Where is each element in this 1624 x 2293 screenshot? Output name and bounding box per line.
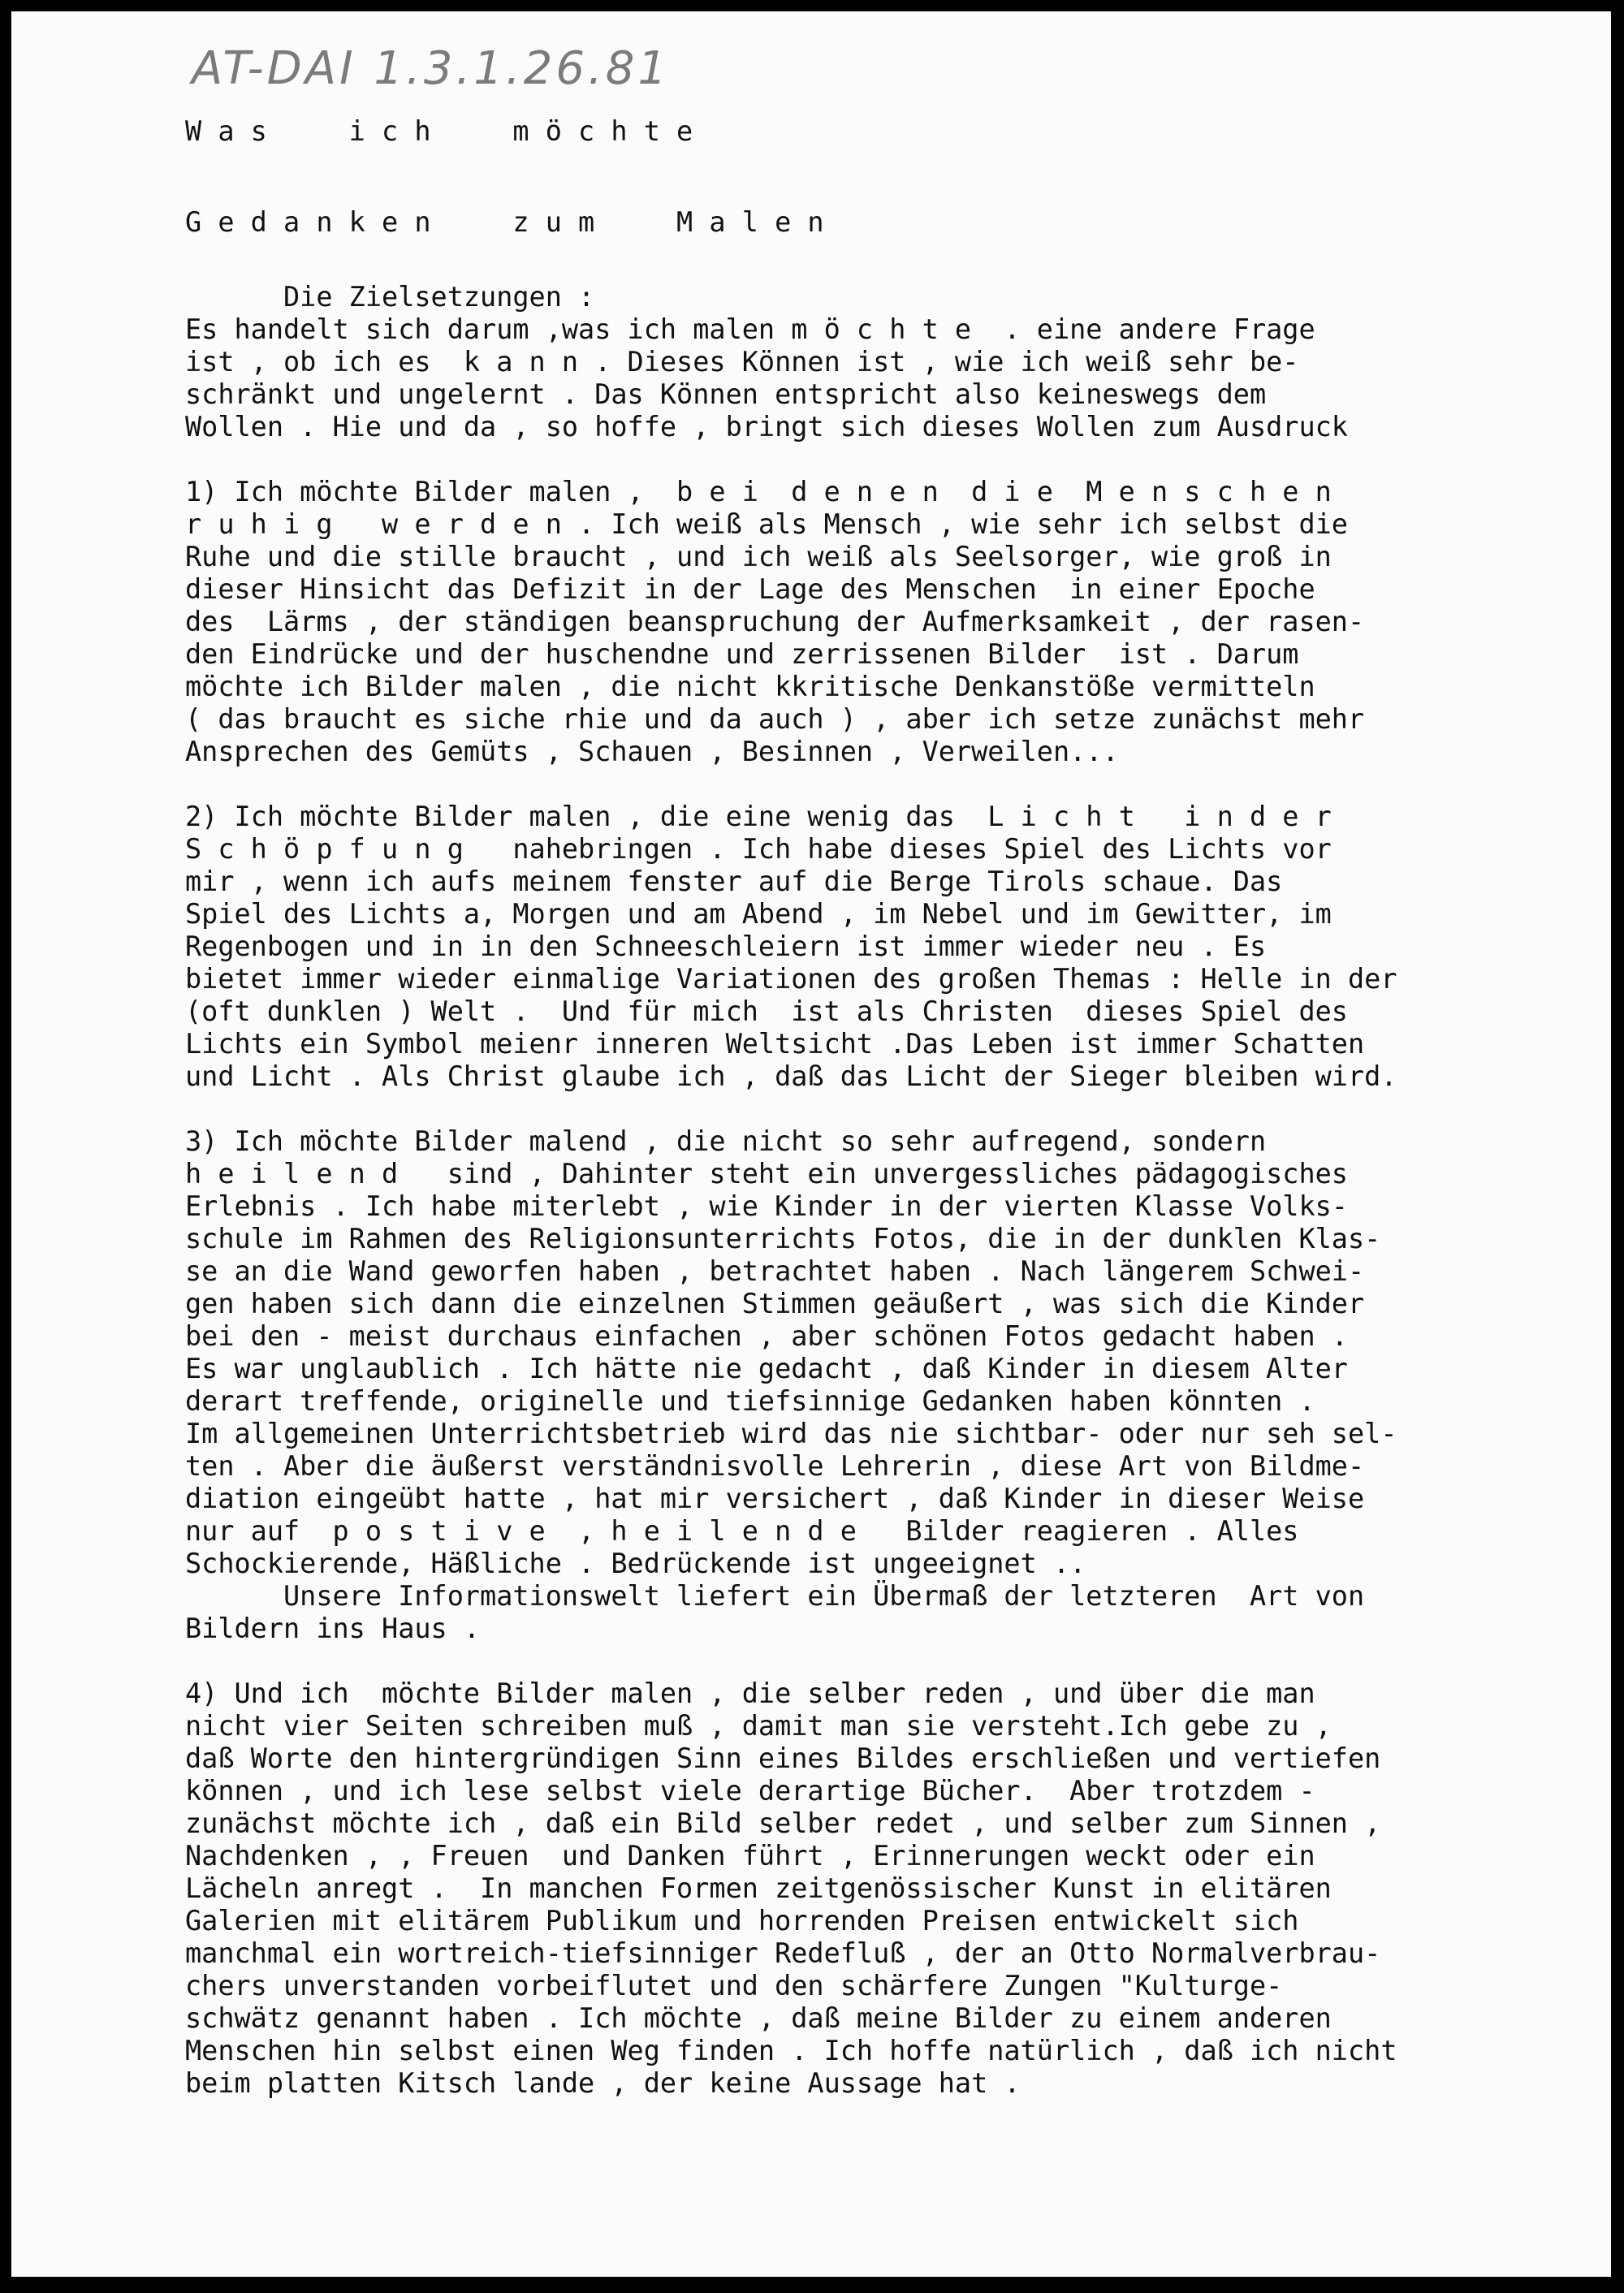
archive-signature-mark: AT-DAI 1.3.1.26.81 (192, 42, 671, 95)
document-title: W a s i c h m ö c h t e (185, 115, 693, 147)
document-subtitle: G e d a n k e n z u m M a l e n (185, 206, 824, 238)
section-3-paragraph: 3) Ich möchte Bilder malend , die nicht so sehr aufregend, sondern h e i l e n d sind , Dahinter steht ein unvergessliches pädagogisches Erlebnis . Ich habe miterlebt , wie Kinder in der vierten Klasse Volks- schule im Rahmen des Religionsunterrichts Fotos, die in der dunklen Klas- se an die Wand geworfen haben , betrachtet haben . Nach längerem Schwei- gen haben sich dann die einzelnen Stimmen geäußert , was sich die Kinder bei den - meist durchaus einfachen , aber schönen Fotos gedacht haben . Es war unglaublich . Ich hätte nie gedacht , daß Kinder in diesem Alter derart treffende, originelle und tiefsinnige Gedanken haben könnten . Im allgemeinen Unterrichtsbetrieb wird das nie sichtbar- oder nur seh sel- ten . Aber die äußerst verständnisvolle Lehrerin , diese Art von Bildme- diation eingeübt hatte , hat mir versichert , daß Kinder in dieser Weise nur auf p o s t i v e , h e i l e n d e Bilder reagieren . Alles Schockierende, Häßliche . Bedrückende ist ungeeignet .. Unsere Informationswelt liefert ein Übermaß der letzteren Art von Bildern ins Haus . (185, 1125, 1397, 1644)
section-1-paragraph: 1) Ich möchte Bilder malen , b e i d e n e n d i e M e n s c h e n r u h i g w e r d e n . Ich weiß als Mensch , wie sehr ich selbst die Ruhe und die stille braucht , und ich weiß als Seelsorger, wie groß in dieser Hinsicht das Defizit in der Lage des Menschen in einer Epoche des Lärms , der ständigen beanspruchung der Aufmerksamkeit , der rasen- den Eindrücke und der huschendne und zerrissenen Bilder ist . Darum möchte ich Bilder malen , die nicht kkritische Denkanstöße vermitteln ( das braucht es siche rhie und da auch ) , aber ich setze zunächst mehr Ansprechen des Gemüts , Schauen , Besinnen , Verweilen... (185, 476, 1365, 767)
intro-paragraph: Es handelt sich darum ,was ich malen m ö c h t e . eine andere Frage ist , ob ich es k a n n . Dieses Können ist , wie ich weiß sehr be- schränkt und ungelernt . Das Können entspricht also keineswegs dem Wollen . Hie und da , so hoffe , bringt sich dieses Wollen zum Ausdruck (185, 313, 1348, 443)
section-2-paragraph: 2) Ich möchte Bilder malen , die eine wenig das L i c h t i n d e r S c h ö p f u n g nahebringen . Ich habe dieses Spiel des Lichts vor mir , wenn ich aufs meinem fenster auf die Berge Tirols schaue. Das Spiel des Lichts a, Morgen und am Abend , im Nebel und im Gewitter, im Regenbogen und in in den Schneeschleiern ist immer wieder neu . Es bietet immer wieder einmalige Variationen des großen Themas : Helle in der (oft dunklen ) Welt . Und für mich ist als Christen dieses Spiel des Lichts ein Symbol meienr inneren Weltsicht .Das Leben ist immer Schatten und Licht . Als Christ glaube ich , daß das Licht der Sieger bleiben wird. (185, 801, 1397, 1092)
section-4-paragraph: 4) Und ich möchte Bilder malen , die selber reden , und über die man nicht vier Seiten schreiben muß , damit man sie versteht.Ich gebe zu , daß Worte den hintergründigen Sinn eines Bildes erschließen und vertiefen können , und ich lese selbst viele derartige Bücher. Aber trotzdem - zunächst möchte ich , daß ein Bild selber redet , und selber zum Sinnen , Nachdenken , , Freuen und Danken führt , Erinnerungen weckt oder ein Lächeln anregt . In manchen Formen zeitgenössischer Kunst in elitären Galerien mit elitärem Publikum und horrenden Preisen entwickelt sich manchmal ein wortreich-tiefsinniger Redefluß , der an Otto Normalverbrau- chers unverstanden vorbeiflutet und den schärfere Zungen "Kulturge- schwätz genannt haben . Ich möchte , daß meine Bilder zu einem anderen Menschen hin selbst einen Weg finden . Ich hoffe natürlich , daß ich nicht beim platten Kitsch lande , der keine Aussage hat . (185, 1678, 1397, 2099)
document-body (185, 115, 1611, 2100)
intro-heading: Die Zielsetzungen : (185, 281, 595, 313)
document-page (11, 11, 1611, 2277)
